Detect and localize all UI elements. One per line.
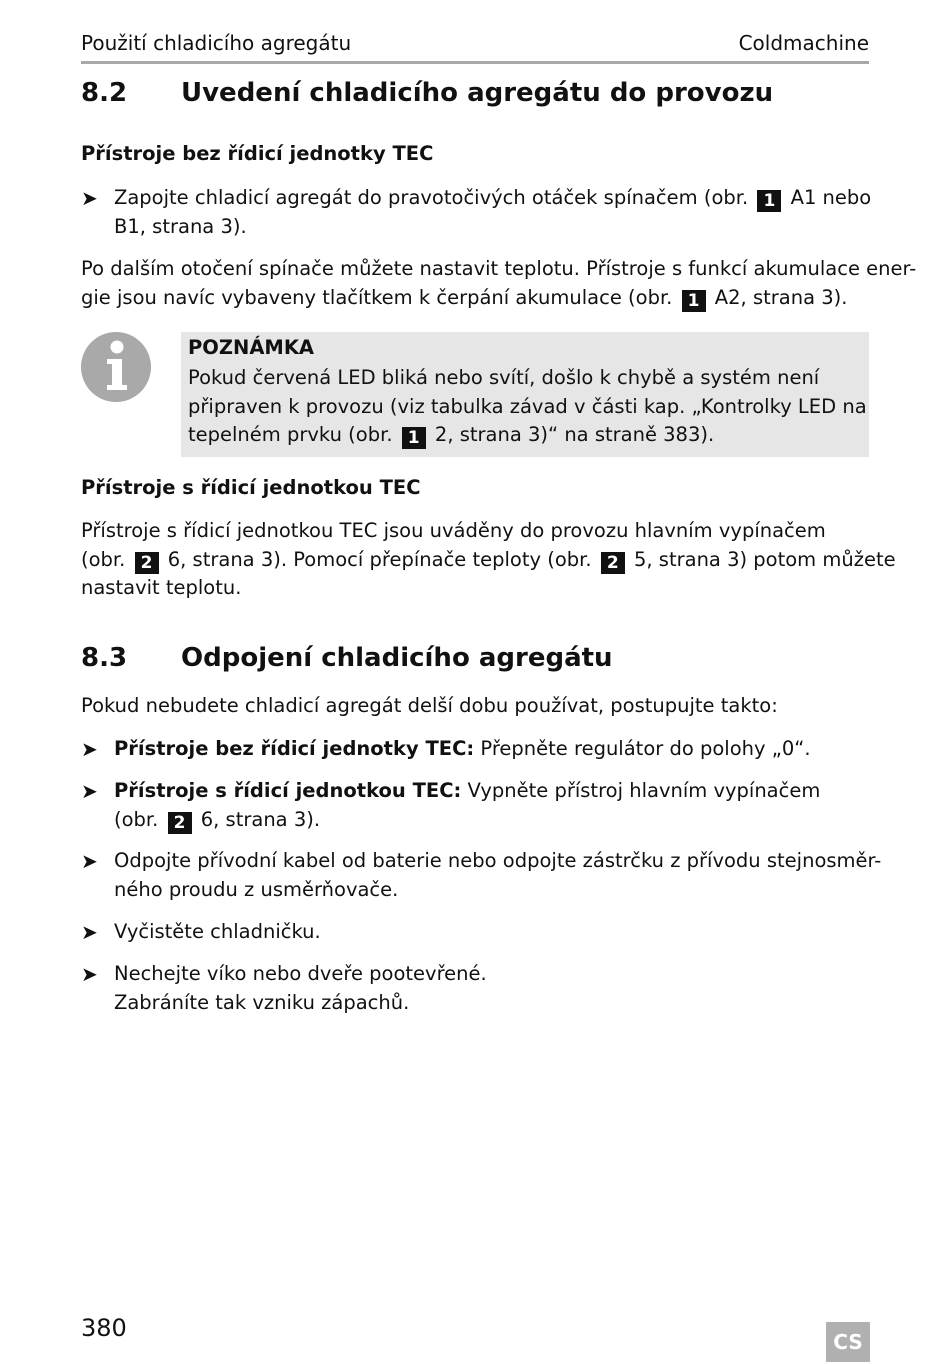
text-line: Pokud nebudete chladicí agregát delší dobu používat, postupujte takto: bbox=[81, 694, 778, 717]
text-line: Vyčistěte chladničku. bbox=[114, 920, 321, 943]
text-span: 6, strana 3). bbox=[200, 807, 321, 831]
text-line bbox=[81, 546, 896, 575]
note-text bbox=[188, 364, 867, 450]
text-line: Zabráníte tak vzniku zápachů. bbox=[114, 990, 410, 1014]
figure-ref-badge: 1 bbox=[757, 190, 781, 212]
section-title: Uvedení chladicího agregátu do provozu bbox=[181, 78, 774, 108]
section-number: 8.3 bbox=[81, 643, 128, 673]
running-header-right: Coldmachine bbox=[738, 31, 869, 55]
section-heading-8-2 bbox=[81, 78, 773, 108]
text-line bbox=[114, 777, 820, 806]
section-number: 8.2 bbox=[81, 78, 128, 108]
figure-ref-badge: 2 bbox=[601, 552, 625, 574]
figure-ref-badge: 2 bbox=[168, 812, 192, 834]
text-line bbox=[188, 421, 867, 450]
text-span: 6, strana 3). Pomocí přepínače teploty (obr. bbox=[167, 547, 592, 571]
text-line: Odpojte přívodní kabel od baterie nebo odpojte zástrčku z přívodu stejnosměr- bbox=[114, 849, 882, 872]
text-span: 2, strana 3)“ na straně 383). bbox=[434, 423, 715, 446]
text-span: A1 nebo bbox=[790, 186, 872, 209]
text-span: Vypněte přístroj hlavním vypínačem bbox=[467, 779, 821, 802]
bullet-arrow-icon: ➤ bbox=[81, 920, 98, 944]
text-span: (obr. bbox=[114, 807, 159, 831]
paragraph bbox=[81, 692, 778, 721]
text-span: (obr. bbox=[81, 547, 126, 571]
text-span: gie jsou navíc vybaveny tlačítkem k čerpání akumulace (obr. bbox=[81, 285, 673, 309]
text-line: ného proudu z usměrňovače. bbox=[114, 877, 399, 901]
text-line bbox=[81, 284, 916, 313]
text-span: A2, strana 3). bbox=[714, 285, 848, 309]
text-line: nastavit teplotu. bbox=[81, 576, 242, 599]
bullet-arrow-icon: ➤ bbox=[81, 737, 98, 761]
subheading-with-tec: Přístroje s řídicí jednotkou TEC bbox=[81, 476, 421, 499]
figure-ref-badge: 1 bbox=[402, 427, 426, 449]
bold-lead: Přístroje s řídicí jednotkou TEC: bbox=[114, 779, 462, 802]
text-line bbox=[114, 806, 820, 835]
language-badge: CS bbox=[826, 1322, 870, 1362]
text-line: Pokud červená LED bliká nebo svítí, došlo k chybě a systém není bbox=[188, 366, 820, 389]
text-line bbox=[114, 184, 871, 213]
text-span: Přepněte regulátor do polohy „0“. bbox=[480, 737, 811, 760]
text-span: 5, strana 3) potom můžete bbox=[634, 547, 896, 571]
text-span: Zapojte chladicí agregát do pravotočivých otáček spínačem (obr. bbox=[114, 186, 749, 209]
text-line bbox=[114, 735, 811, 764]
note-title: POZNÁMKA bbox=[188, 336, 315, 359]
info-icon bbox=[81, 332, 151, 402]
section-title: Odpojení chladicího agregátu bbox=[181, 643, 613, 673]
paragraph bbox=[81, 255, 916, 312]
bold-lead: Přístroje bez řídicí jednotky TEC: bbox=[114, 737, 475, 760]
page-number: 380 bbox=[81, 1314, 127, 1342]
text-line: Přístroje s řídicí jednotkou TEC jsou uváděny do provozu hlavním vypínačem bbox=[81, 519, 826, 542]
paragraph bbox=[81, 517, 896, 603]
bullet-arrow-icon: ➤ bbox=[81, 186, 98, 210]
figure-ref-badge: 1 bbox=[682, 290, 706, 312]
subheading-without-tec: Přístroje bez řídicí jednotky TEC bbox=[81, 142, 434, 165]
text-line: Nechejte víko nebo dveře pootevřené. bbox=[114, 962, 487, 985]
running-header-left: Použití chladicího agregátu bbox=[81, 31, 352, 55]
bullet-arrow-icon: ➤ bbox=[81, 962, 98, 986]
text-line: Po dalším otočení spínače můžete nastavit teplotu. Přístroje s funkcí akumulace ener- bbox=[81, 257, 917, 280]
section-heading-8-3 bbox=[81, 643, 613, 673]
text-line: připraven k provozu (viz tabulka závad v části kap. „Kontrolky LED na bbox=[188, 394, 867, 418]
header-divider bbox=[81, 61, 869, 64]
text-line: B1, strana 3). bbox=[114, 214, 247, 238]
figure-ref-badge: 2 bbox=[135, 552, 159, 574]
bullet-arrow-icon: ➤ bbox=[81, 779, 98, 803]
text-span: tepelném prvku (obr. bbox=[188, 423, 393, 446]
bullet-arrow-icon: ➤ bbox=[81, 849, 98, 873]
